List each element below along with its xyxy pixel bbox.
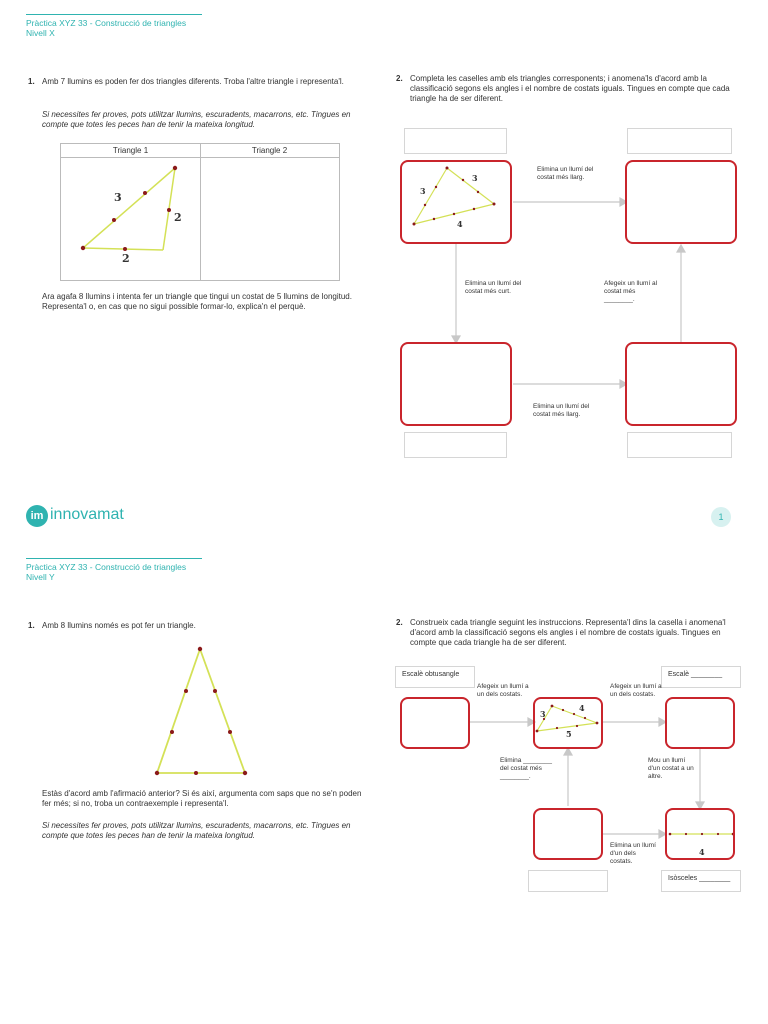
arrow-instruction[interactable]: Elimina ________ del costat més ________. [500,757,553,780]
question-text: Amb 8 llumins només es pot fer un triangle. [42,621,196,630]
label-box-top-right[interactable]: Escalè ________ [661,666,741,688]
arrow-instruction: Afegeix un llumí a un dels costats. [477,683,529,698]
side-label: 3 [114,191,122,204]
page-number: 1 [711,507,731,527]
name-box-top-left[interactable] [404,128,507,154]
level-label: Nivell X [26,28,55,38]
triangle-box-left[interactable] [400,697,470,749]
col-header-triangle-2: Triangle 2 [251,146,288,155]
question-text: Construeix cada triangle seguint les instruccions. Representa'l dins la casella i anomena'l d'acord amb la classificació segons els angles i el nombre de costats iguals. Tingues en compte que cada triangle ha de ser diferent. [410,618,726,647]
triangle-box-top-left [400,160,512,244]
arrow-instruction: Elimina un llumí del costat més llarg. [533,403,590,418]
arrow-instruction: Elimina un llumí del costat més llarg. [537,166,594,181]
side-label: 2 [122,252,130,265]
arrow-instruction: Mou un llumí d'un costat a un altre. [648,757,694,780]
small-side-label: 3 [472,173,478,183]
blank-field[interactable]: ________. [604,296,635,303]
question-number: 1. [28,621,35,630]
arrow-instruction: Elimina un llumí d'un dels costats. [610,842,656,865]
triangle-box-top-right[interactable] [625,160,737,244]
page-title: Pràctica XYZ 33 - Construcció de triangles [26,562,187,572]
level-label: Nivell Y [26,572,55,582]
logo-text: innovamat [50,506,124,523]
label-box-bottom-right[interactable]: Isòsceles ________ [661,870,741,892]
side-label: 2 [174,211,182,224]
matchstick-triangle-1 [83,168,175,250]
question-text: Amb 7 llumins es poden fer dos triangles diferents. Troba l'altre triangle i representa'l. [42,77,344,86]
arrow-instruction: Elimina un llumí del costat més curt. [465,280,522,295]
triangle-box-center [533,697,603,749]
label-box-top-left: Escalè obtusangle [395,666,475,688]
triangle-box-bottom-left[interactable] [400,342,512,426]
arrow-instruction: Afegeix un llumí a un dels costats. [610,683,662,698]
question-text: Completa les caselles amb els triangles corresponents; i anomena'ls d'acord amb la classificació segons els angles i el nombre de costats iguals. Tingues en compte que cada triangle ha de ser diferent. [410,74,730,103]
page-title: Pràctica XYZ 33 - Construcció de triangles [26,18,187,28]
small-side-label: 5 [566,729,572,739]
triangle-box-bottom-center[interactable] [533,808,603,860]
segment-label: 4 [699,847,705,857]
small-side-label: 4 [457,219,463,229]
triangle-box-right[interactable] [665,697,735,749]
header-rule [26,558,202,559]
question-number: 2. [396,74,403,83]
arrow-instruction [604,280,666,304]
triangle-box-bottom-right[interactable] [625,342,737,426]
name-box-top-right[interactable] [627,128,732,154]
label-box-bottom-left[interactable] [528,870,608,892]
followup-text: Ara agafa 8 llumins i intenta fer un triangle que tingui un costat de 5 llumins de longitud. Representa'l o, en cas que no sigui possible formar-lo, explica'n el perquè. [42,292,352,311]
logo-mark: im [26,505,48,527]
name-box-bottom-right[interactable] [627,432,732,458]
followup-text: Estàs d'acord amb l'afirmació anterior? Si és així, argumenta com saps que no se'n poden fer més; si no, troba un contraexemple i representa'l. [42,789,362,808]
hint-text: Si necessites fer proves, pots utilitzar llumins, escuradents, macarrons, etc. Tingues en compte que totes les peces han de tenir la mateixa longitud. [42,821,351,840]
name-box-bottom-left[interactable] [404,432,507,458]
arrow-instruction-text: Afegeix un llumí al costat més [604,280,658,295]
small-side-label: 4 [579,703,585,713]
col-header-triangle-1: Triangle 1 [112,146,149,155]
small-side-label: 3 [540,709,546,719]
question-number: 2. [396,618,403,627]
hint-text: Si necessites fer proves, pots utilitzar llumins, escuradents, macarrons, etc. Tingues en compte que totes les peces han de tenir la mateixa longitud. [42,110,351,129]
small-side-label: 3 [420,186,426,196]
question-number: 1. [28,77,35,86]
